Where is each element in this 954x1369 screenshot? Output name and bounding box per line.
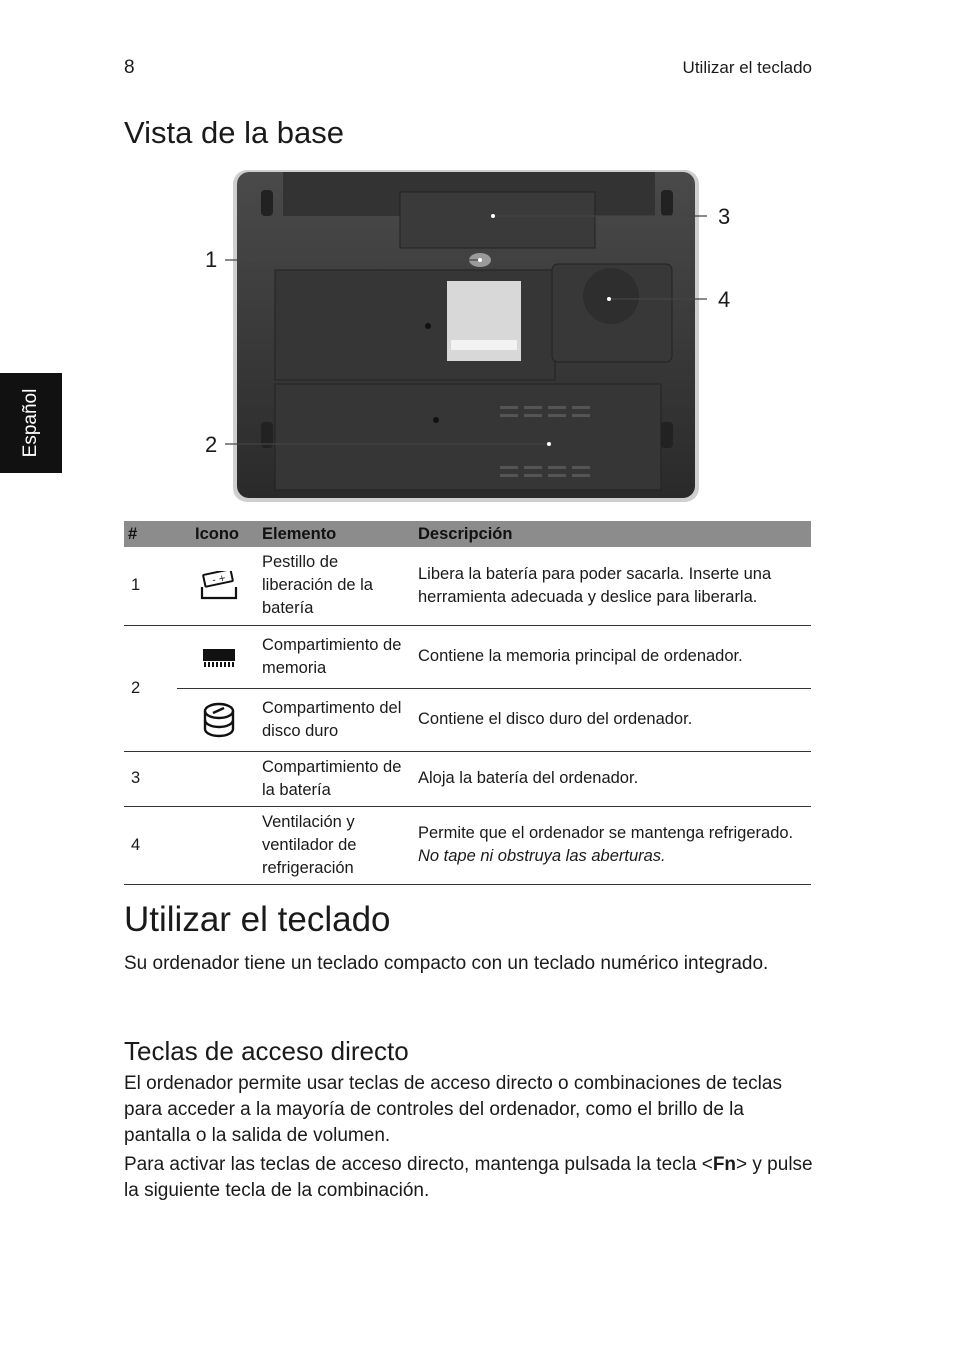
battery-release-icon: [177, 547, 258, 625]
row-description: [414, 806, 811, 884]
row-element: Compartimiento de memoria: [258, 625, 414, 688]
row-description-note: No tape ni obstruya las aberturas.: [418, 847, 666, 865]
hotkeys-paragraph: El ordenador permite usar teclas de acceso directo o combinaciones de teclas para acceder a la mayoría de controles del ordenador, como el brillo de la pantalla o la salida de volumen.: [124, 1073, 782, 1146]
language-tab: [0, 373, 62, 473]
row-description: Contiene el disco duro del ordenador.: [414, 688, 811, 751]
row-icon-empty: [177, 806, 258, 884]
table-row: [124, 751, 811, 806]
laptop-bottom-image: [195, 166, 755, 506]
svg-text:- +: - +: [211, 573, 227, 586]
header-icon: Icono: [177, 521, 258, 547]
row-description: Libera la batería para poder sacarla. Inserte una herramienta adecuada y deslice para liberarla.: [414, 547, 811, 625]
fn-paragraph: [124, 1152, 814, 1204]
running-header: Utilizar el teclado: [682, 58, 812, 77]
row-element: Compartimento del disco duro: [258, 688, 414, 751]
row-number: 1: [124, 547, 177, 625]
fn-paragraph-after: > y pulse la siguiente tecla de la combinación.: [124, 1154, 813, 1201]
page-number: 8: [124, 57, 135, 78]
header-description: Descripción: [414, 521, 811, 547]
fn-key-label: Fn: [712, 1154, 737, 1175]
row-element: Ventilación y ventilador de refrigeración: [258, 806, 414, 884]
header-number: #: [124, 521, 177, 547]
subsection-title-hotkeys: Teclas de acceso directo: [124, 1036, 409, 1066]
callout-4: 4: [718, 287, 731, 312]
section-title-base-view: Vista de la base: [124, 115, 345, 150]
row-element: Pestillo de liberación de la batería: [258, 547, 414, 625]
components-table: [124, 521, 811, 885]
callout-1: 1: [205, 247, 218, 272]
laptop-bottom-figure: [195, 166, 755, 506]
row-number: 3: [124, 751, 177, 806]
table-row: [124, 688, 811, 751]
row-element: Compartimiento de la batería: [258, 751, 414, 806]
row-icon-empty: [177, 751, 258, 806]
header-element: Elemento: [258, 521, 414, 547]
section-title-keyboard: Utilizar el teclado: [124, 900, 391, 939]
table-row: [124, 806, 811, 884]
table-row: [124, 547, 811, 625]
row-number: 4: [124, 806, 177, 884]
table-row: [124, 625, 811, 688]
language-tab-label: Español: [20, 388, 41, 458]
row-number: 2: [124, 625, 177, 751]
row-description: Contiene la memoria principal de ordenador.: [414, 625, 811, 688]
row-description-text: Permite que el ordenador se mantenga refrigerado.: [418, 824, 794, 842]
memory-icon: [177, 625, 258, 688]
fn-paragraph-before: Para activar las teclas de acceso directo, mantenga pulsada la tecla <: [124, 1154, 713, 1175]
table-header-row: [124, 521, 811, 547]
row-description: Aloja la batería del ordenador.: [414, 751, 811, 806]
callout-2: 2: [205, 432, 218, 457]
keyboard-intro: Su ordenador tiene un teclado compacto con un teclado numérico integrado.: [124, 953, 769, 974]
callout-3: 3: [718, 204, 731, 229]
hard-disk-icon: [177, 688, 258, 751]
